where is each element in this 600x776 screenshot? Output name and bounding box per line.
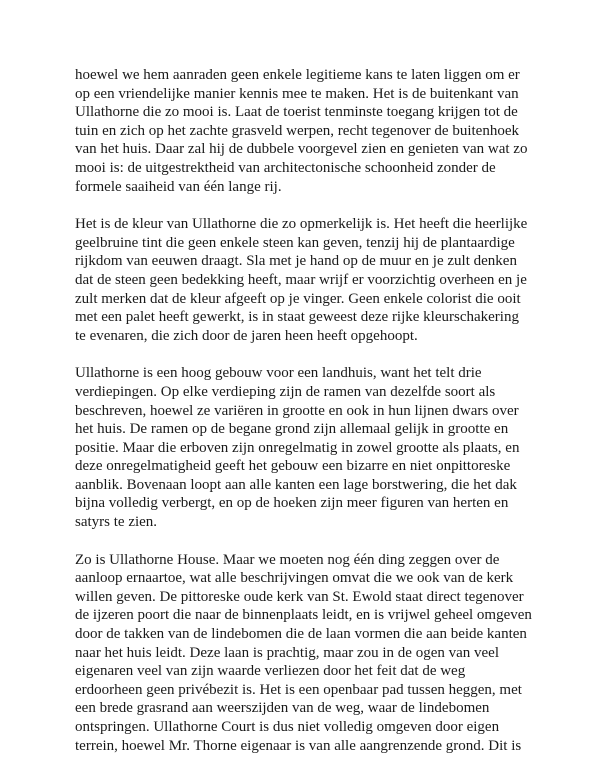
text-line: van het huis. Daar zal hij de dubbele voorgevel zien en genieten van wat zo xyxy=(75,141,528,158)
text-line: aanloop ernaartoe, wat alle beschrijvingen omvat die we ook van de kerk xyxy=(75,570,514,587)
text-line: naar het huis leidt. Deze laan is prachtig, maar zou in de ogen van veel xyxy=(75,644,499,661)
text-line: terrein, hoewel Mr. Thorne eigenaar is van alle aangrenzende grond. Dit is xyxy=(75,737,522,754)
text-line: de ijzeren poort die naar de binnenplaats leidt, en is vrijwel geheel omgeven xyxy=(75,607,532,624)
text-line: Ullathorne is een hoog gebouw voor een landhuis, want het telt drie xyxy=(75,365,482,382)
text-line: bijna volledig verbergt, en op de hoeken zijn meer figuren van herten en xyxy=(75,495,509,512)
text-line: op een vriendelijke manier kennis mee te maken. Het is de buitenkant van xyxy=(75,85,519,102)
text-line: zult merken dat de kleur afgeeft op je vinger. Geen enkele colorist die ooit xyxy=(75,290,521,307)
text-line: Het is de kleur van Ullathorne die zo opmerkelijk is. Het heeft die heerlijke xyxy=(75,216,528,233)
text-line: verdiepingen. Op elke verdieping zijn de ramen van dezelfde soort als xyxy=(75,383,496,400)
text-line: eigenaren veel van zijn waarde verliezen door het feit dat de weg xyxy=(75,663,466,680)
text-line: met een palet heeft gewerkt, is in staat geweest deze rijke kleurschakering xyxy=(75,309,519,326)
text-line: mooi is: de uitgestrektheid van architectonische schoonheid zonder de xyxy=(75,159,496,176)
paragraph-3 xyxy=(75,364,545,531)
text-line: het huis. De ramen op de begane grond zijn allemaal gelijk in grootte en xyxy=(75,421,509,438)
paragraph-1 xyxy=(75,66,545,196)
text-line: dat de steen geen bedekking heeft, maar wrijf er voorzichtig overheen en je xyxy=(75,271,527,288)
text-line: rijkdom van eeuwen draagt. Sla met je hand op de muur en je zult denken xyxy=(75,253,517,270)
paragraph-2 xyxy=(75,215,545,345)
body-text xyxy=(75,66,545,774)
text-line: willen geven. De pittoreske oude kerk van St. Ewold staat direct tegenover xyxy=(75,588,524,605)
paragraph-4 xyxy=(75,551,545,756)
text-line: Zo is Ullathorne House. Maar we moeten nog één ding zeggen over de xyxy=(75,551,500,568)
text-line: formele saaiheid van één lange rij. xyxy=(75,178,282,195)
text-line: Ullathorne die zo mooi is. Laat de toerist tenminste toegang krijgen tot de xyxy=(75,104,518,121)
text-line: door de takken van de lindebomen die de laan vormen die aan beide kanten xyxy=(75,626,527,643)
text-line: te evenaren, die zich door de jaren heen heeft opgehoopt. xyxy=(75,327,418,344)
text-line: erdoorheen geen privébezit is. Het is een openbaar pad tussen heggen, met xyxy=(75,681,522,698)
text-line: beschreven, hoewel ze variëren in grootte en ook in hun lijnen dwars over xyxy=(75,402,519,419)
text-line: deze onregelmatigheid geeft het gebouw een bizarre en niet onpittoreske xyxy=(75,458,511,475)
text-line: geelbruine tint die geen enkele steen kan geven, tenzij hij de plantaardige xyxy=(75,234,515,251)
text-line: hoewel we hem aanraden geen enkele legitieme kans te laten liggen om er xyxy=(75,67,520,83)
text-line: tuin en zich op het zachte grasveld werpen, recht tegenover de buitenhoek xyxy=(75,122,519,139)
text-line: een brede grasrand aan weerszijden van de weg, waar de lindebomen xyxy=(75,700,490,717)
text-line: positie. Maar die erboven zijn onregelmatig in zowel grootte als plaats, en xyxy=(75,439,520,456)
text-line: aanblik. Bovenaan loopt aan alle kanten een lage borstwering, die het dak xyxy=(75,476,517,493)
text-line: ontspringen. Ullathorne Court is dus niet volledig omgeven door eigen xyxy=(75,719,500,735)
text-line: satyrs te zien. xyxy=(75,514,158,531)
